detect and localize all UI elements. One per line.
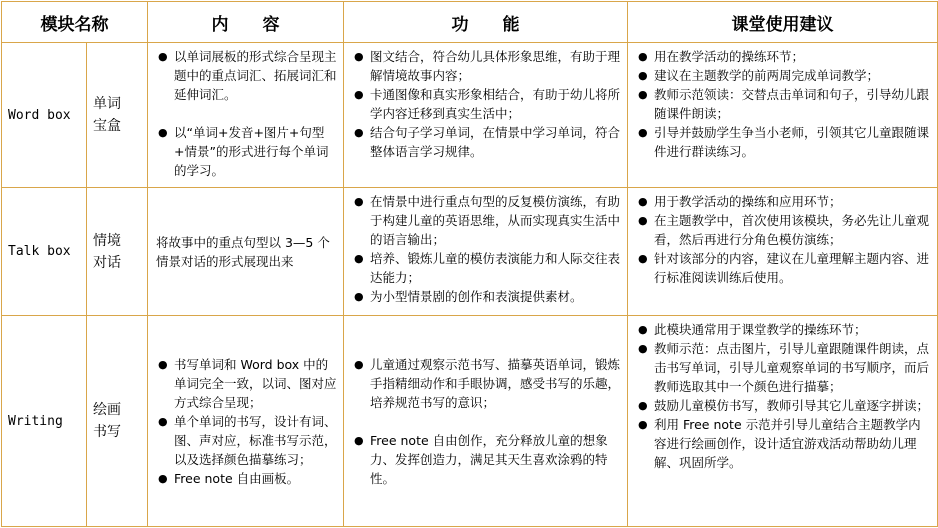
list-item: ● 针对该部分的内容，建议在儿童理解主题内容、进行标准阅读训练后使用。 xyxy=(638,251,930,285)
content-cell xyxy=(148,43,344,188)
bullet-icon: ● xyxy=(354,357,364,371)
list-item: ● Free note 自由创作，充分释放儿童的想象力、发挥创造力，满足其天生喜欢涂鸦的特性。 xyxy=(354,432,608,486)
bullet-icon: ● xyxy=(354,88,364,101)
list-item: ● 为小型情景剧的创作和表演提供素材。 xyxy=(354,289,583,304)
bullet-icon: ● xyxy=(638,399,648,412)
header-function: 功 能 xyxy=(344,2,628,43)
bullet-icon: ● xyxy=(354,290,364,303)
bullet-icon: ● xyxy=(638,195,648,208)
list-item: ● 在主题教学中，首次使用该模块，务必先让儿童观看，然后再进行分角色模仿演练； xyxy=(638,213,930,247)
table-row-word-box xyxy=(2,43,938,188)
bullet-icon: ● xyxy=(354,433,364,447)
bullet-icon: ● xyxy=(354,252,364,265)
module-en-name: Writing xyxy=(2,316,87,527)
advice-cell xyxy=(628,188,938,316)
header-advice: 课堂使用建议 xyxy=(628,2,938,43)
list-item: ● 利用 Free note 示范并引导儿童结合主题教学内容进行绘画创作，设计适宜游戏活动帮助幼儿理解、巩固所学。 xyxy=(638,417,921,470)
list-item: ● 用于教学活动的操练和应用环节； xyxy=(638,194,842,209)
header-content: 内 容 xyxy=(148,2,344,43)
list-item: ● 培养、锻炼儿童的模仿表演能力和人际交往表达能力； xyxy=(354,251,621,285)
bullet-icon: ● xyxy=(638,50,648,63)
bullet-icon: ● xyxy=(158,357,168,371)
list-item: ● 此模块通常用于课堂教学的操练环节； xyxy=(638,322,867,337)
list-item: ● 卡通图像和真实形象相结合，有助于幼儿将所学内容迁移到真实生活中； xyxy=(354,87,621,121)
bullet-icon: ● xyxy=(638,126,648,139)
function-cell xyxy=(344,43,628,188)
advice-cell xyxy=(628,43,938,188)
bullet-icon: ● xyxy=(158,50,168,63)
bullet-icon: ● xyxy=(158,414,168,428)
bullet-icon: ● xyxy=(638,214,648,227)
content-text: 将故事中的重点句型以 3—5 个情景对话的形式展现出来 xyxy=(156,234,330,269)
list-item: ● 鼓励儿童模仿书写，教师引导其它儿童逐字拼读； xyxy=(638,398,930,413)
module-en-name: Word box xyxy=(2,43,87,188)
list-item: ● 图文结合，符合幼儿具体形象思维，有助于理解情境故事内容； xyxy=(354,49,621,83)
bullet-icon: ● xyxy=(638,342,648,355)
list-item: ● 引导并鼓励学生争当小老师，引领其它儿童跟随课件进行群读练习。 xyxy=(638,125,930,159)
bullet-icon: ● xyxy=(638,323,648,336)
list-item: ● 书写单词和 Word box 中的单词完全一致，以词、图对应方式综合呈现； xyxy=(158,356,337,410)
table-row-talk-box xyxy=(2,188,938,316)
content-cell xyxy=(148,188,344,316)
content-cell xyxy=(148,316,344,527)
list-item: ● 教师示范：点击图片，引导儿童跟随课件朗读，点击书写单词，引导儿童观察单词的书写顺序，而后教师选取其中一个颜色进行描摹； xyxy=(638,341,930,394)
header-row xyxy=(2,2,938,43)
bullet-icon: ● xyxy=(158,126,168,139)
list-item: ● 教师示范领读：交替点击单词和句子，引导幼儿跟随课件朗读； xyxy=(638,87,930,121)
list-item: ● 建议在主题教学的前两周完成单词教学； xyxy=(638,68,880,83)
list-item: ● Free note 自由画板。 xyxy=(158,470,300,486)
bullet-icon: ● xyxy=(638,252,648,265)
list-item: ● 在情景中进行重点句型的反复模仿演练，有助于构建儿童的英语思维，从而实现真实生活中的语言输出； xyxy=(354,194,621,247)
bullet-icon: ● xyxy=(638,418,648,431)
module-cn-name: 情境 对话 xyxy=(87,188,148,316)
bullet-icon: ● xyxy=(638,88,648,101)
bullet-icon: ● xyxy=(354,50,364,63)
module-en-name: Talk box xyxy=(2,188,87,316)
table-row-writing xyxy=(2,316,938,527)
list-item: ● 结合句子学习单词，在情景中学习单词，符合整体语言学习规律。 xyxy=(354,125,621,159)
module-cn-name: 单词 宝盒 xyxy=(87,43,148,188)
list-item: ● 以单词展板的形式综合呈现主题中的重点词汇、拓展词汇和延伸词汇。 xyxy=(158,49,337,102)
header-module-name: 模块名称 xyxy=(2,2,148,43)
function-cell xyxy=(344,316,628,527)
bullet-icon: ● xyxy=(354,126,364,139)
bullet-icon: ● xyxy=(638,69,648,82)
list-item: ● 以“单词+发音+图片+句型+情景”的形式进行每个单词的学习。 xyxy=(158,125,329,178)
list-item: ● 儿童通过观察示范书写、描摹英语单词，锻炼手指精细动作和手眼协调，感受书写的乐趣，培养规范书写的意识； xyxy=(354,356,621,410)
list-item: ● 用在教学活动的操练环节； xyxy=(638,49,805,64)
module-table xyxy=(1,1,938,527)
bullet-icon: ● xyxy=(158,471,168,485)
list-item: ● 单个单词的书写，设计有词、图、声对应，标准书写示范，以及选择颜色描摹练习； xyxy=(158,413,337,467)
advice-cell xyxy=(628,316,938,527)
function-cell xyxy=(344,188,628,316)
module-cn-name: 绘画 书写 xyxy=(87,316,148,527)
bullet-icon: ● xyxy=(354,195,364,208)
